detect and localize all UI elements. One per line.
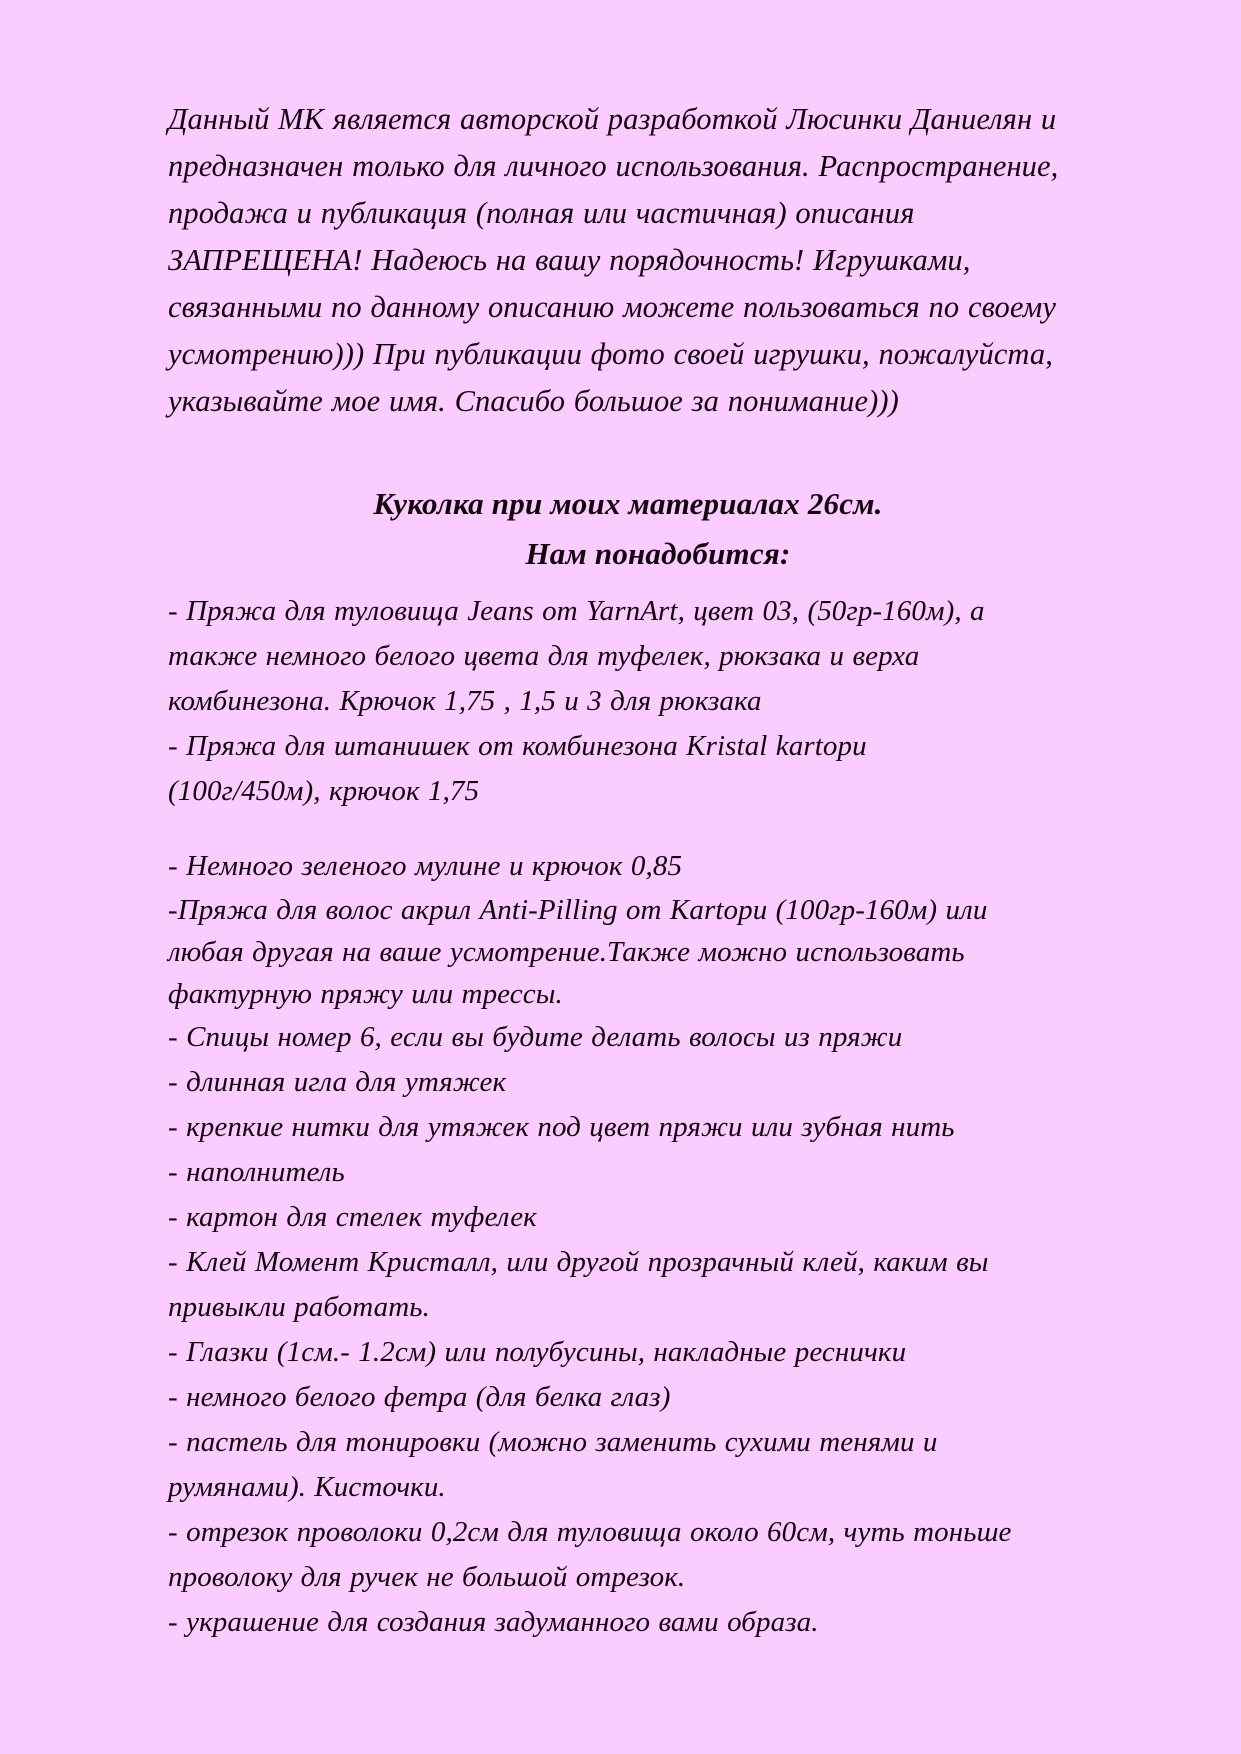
disclaimer-line: связанными по данному описанию можете пользоваться по своему	[168, 290, 1056, 324]
disclaimer-line: продажа и публикация (полная или частичная) описания	[168, 196, 915, 230]
material-line: любая другая на ваше усмотрение.Также можно использовать	[168, 936, 965, 968]
material-line: -Пряжа для волос акрил Anti-Pilling от Kartopu (100гр-160м) или	[168, 894, 988, 926]
disclaimer-line: ЗАПРЕЩЕНА! Надеюсь на вашу порядочность! Игрушками,	[168, 243, 971, 277]
material-line: - длинная игла для утяжек	[168, 1066, 507, 1098]
disclaimer-line: предназначен только для личного использования. Распространение,	[168, 149, 1059, 183]
material-line: также немного белого цвета для туфелек, рюкзака и верха	[168, 640, 920, 672]
material-line: - отрезок проволоки 0,2см для туловища около 60см, чуть тоньше	[168, 1516, 1012, 1548]
material-line: - пастель для тонировки (можно заменить сухими тенями и	[168, 1426, 938, 1458]
material-line: проволоку для ручек не большой отрезок.	[168, 1561, 686, 1593]
document-content	[168, 96, 1088, 1645]
material-line: - Пряжа для штанишек от комбинезона Kristal kartopu	[168, 730, 867, 762]
materials-list	[168, 589, 1088, 1645]
material-line: - Спицы номер 6, если вы будите делать волосы из пряжи	[168, 1021, 903, 1053]
material-line: привыкли работать.	[168, 1291, 430, 1323]
material-line: - немного белого фетра (для белка глаз)	[168, 1381, 671, 1413]
doll-size-heading: Куколка при моих материалах 26см.	[373, 486, 883, 521]
material-line: фактурную пряжу или трессы.	[168, 978, 563, 1010]
disclaimer-line: Данный МК является авторской разработкой Люсинки Даниелян и	[168, 102, 1057, 136]
materials-needed-heading: Нам понадобится:	[525, 536, 791, 571]
material-line: - украшение для создания задуманного вами образа.	[168, 1606, 819, 1638]
material-line: - Немного зеленого мулине и крючок 0,85	[168, 850, 683, 882]
material-line: румянами). Кисточки.	[168, 1471, 446, 1503]
material-line: комбинезона. Крючок 1,75 , 1,5 и 3 для рюкзака	[168, 685, 762, 717]
disclaimer-line: усмотрению))) При публикации фото своей игрушки, пожалуйста,	[168, 337, 1054, 371]
copyright-disclaimer-paragraph	[168, 96, 1088, 425]
material-line: - Глазки (1см.- 1.2см) или полубусины, накладные реснички	[168, 1336, 907, 1368]
material-line: - картон для стелек туфелек	[168, 1201, 537, 1233]
material-line: - Клей Момент Кристалл, или другой прозрачный клей, каким вы	[168, 1246, 989, 1278]
material-line: - наполнитель	[168, 1156, 345, 1188]
material-line: (100г/450м), крючок 1,75	[168, 775, 480, 807]
material-line: - крепкие нитки для утяжек под цвет пряжи или зубная нить	[168, 1111, 955, 1143]
disclaimer-line: указывайте мое имя. Спасибо большое за понимание)))	[168, 384, 899, 418]
material-line-spacer	[168, 814, 1088, 844]
headings-block	[168, 479, 1088, 579]
material-line: - Пряжа для туловища Jeans от YarnArt, цвет 03, (50гр-160м), а	[168, 595, 985, 627]
